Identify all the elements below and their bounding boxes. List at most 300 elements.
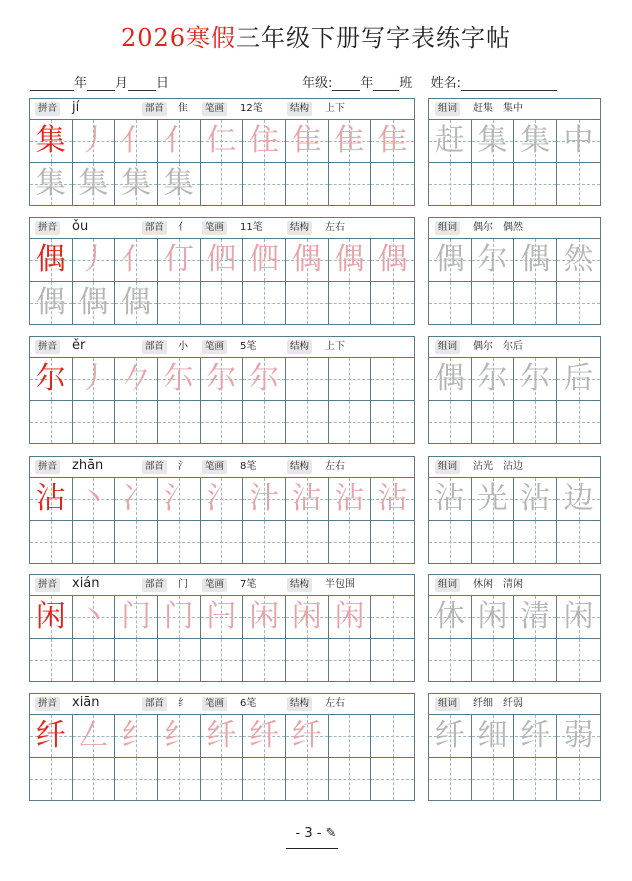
stroke-step: 纤 xyxy=(249,718,280,753)
writing-cell[interactable] xyxy=(201,715,244,757)
zuci-cell[interactable] xyxy=(472,715,515,757)
writing-cell[interactable] xyxy=(371,401,414,443)
writing-cell[interactable] xyxy=(30,521,73,563)
writing-cell[interactable] xyxy=(30,358,73,400)
class-blank[interactable] xyxy=(373,76,399,91)
stroke-step: 仁 xyxy=(206,123,237,158)
pinyin-label: 拼音 xyxy=(35,460,60,474)
writing-cell[interactable] xyxy=(371,758,414,800)
jiegou-label: 结构 xyxy=(287,460,312,474)
zuci-cell[interactable] xyxy=(515,120,558,162)
zuci-cell[interactable] xyxy=(557,596,600,638)
writing-cell[interactable] xyxy=(115,401,158,443)
writing-cell[interactable] xyxy=(73,401,116,443)
zuci-cell[interactable] xyxy=(557,521,600,563)
writing-cell[interactable] xyxy=(201,521,244,563)
stroke-step: 汁 xyxy=(249,481,280,516)
writing-cell[interactable] xyxy=(243,401,286,443)
bihua-label: 笔画 xyxy=(202,102,227,116)
bushou-label: 部首 xyxy=(142,340,167,354)
zuci-cell[interactable] xyxy=(557,358,600,400)
writing-cell[interactable] xyxy=(371,358,414,400)
stroke-step: 偶 xyxy=(377,242,408,277)
day-blank[interactable] xyxy=(128,76,156,91)
zuci-cell[interactable] xyxy=(429,358,472,400)
writing-cell[interactable] xyxy=(158,715,201,757)
writing-cell[interactable] xyxy=(158,596,201,638)
trace-char: 集 xyxy=(78,165,109,201)
writing-cell[interactable] xyxy=(243,478,286,520)
zuci-cell[interactable] xyxy=(472,596,515,638)
footer-underline xyxy=(286,848,338,849)
writing-cell[interactable] xyxy=(329,401,372,443)
zuci-cell[interactable] xyxy=(515,163,558,205)
writing-cell[interactable] xyxy=(286,639,329,681)
bushou-value: 隹 xyxy=(178,103,188,114)
jiegou-value: 半包围 xyxy=(325,579,355,590)
stroke-step: 尔 xyxy=(249,361,280,396)
zuci-trace-char: 闲 xyxy=(477,599,508,634)
zuci-cell[interactable] xyxy=(429,120,472,162)
zuci-header xyxy=(429,575,600,596)
zuci-cell[interactable] xyxy=(429,282,472,324)
zuci-trace-char: 沾 xyxy=(434,481,465,516)
zuci-cell[interactable] xyxy=(557,758,600,800)
name-label: 姓名: xyxy=(430,76,461,91)
stroke-step: 氵 xyxy=(206,481,237,516)
writing-cell[interactable] xyxy=(30,715,73,757)
zuci-cell[interactable] xyxy=(557,401,600,443)
writing-cell[interactable] xyxy=(329,758,372,800)
bihua-label: 笔画 xyxy=(202,221,227,235)
zuci-cell[interactable] xyxy=(515,596,558,638)
writing-cell[interactable] xyxy=(371,239,414,281)
zuci-cell[interactable] xyxy=(515,758,558,800)
zuci-cell[interactable] xyxy=(557,639,600,681)
writing-cell[interactable] xyxy=(371,715,414,757)
writing-cell[interactable] xyxy=(115,163,158,205)
writing-cell[interactable] xyxy=(329,239,372,281)
writing-cell[interactable] xyxy=(243,715,286,757)
char-info-header xyxy=(30,337,414,358)
writing-cell[interactable] xyxy=(73,478,116,520)
writing-cell[interactable] xyxy=(329,715,372,757)
zuci-block xyxy=(428,456,601,564)
writing-cell[interactable] xyxy=(286,401,329,443)
zuci-cell[interactable] xyxy=(472,163,515,205)
zuci-cell[interactable] xyxy=(557,163,600,205)
writing-cell[interactable] xyxy=(30,596,73,638)
bushou-value: 门 xyxy=(178,579,188,590)
zuci-header xyxy=(429,694,600,715)
pinyin-value: zhān xyxy=(72,458,104,473)
bihua-value: 12笔 xyxy=(240,103,263,114)
title-year: 2026 xyxy=(120,24,187,52)
writing-cell[interactable] xyxy=(73,521,116,563)
writing-cell[interactable] xyxy=(158,120,201,162)
stroke-step: 𠂊 xyxy=(121,361,152,396)
zuci-cell[interactable] xyxy=(429,596,472,638)
writing-cell[interactable] xyxy=(371,521,414,563)
zuci-label: 组词 xyxy=(435,102,460,116)
writing-cell[interactable] xyxy=(115,120,158,162)
stroke-step: 冫 xyxy=(121,481,152,516)
row-divider xyxy=(30,757,414,758)
zuci-cell[interactable] xyxy=(515,639,558,681)
writing-cell[interactable] xyxy=(115,758,158,800)
writing-cell[interactable] xyxy=(158,478,201,520)
grade-nian: 年 xyxy=(360,76,374,91)
jiegou-value: 左右 xyxy=(325,698,345,709)
writing-cell[interactable] xyxy=(115,282,158,324)
zuci-cell[interactable] xyxy=(472,639,515,681)
writing-cell[interactable] xyxy=(115,358,158,400)
writing-cell[interactable] xyxy=(73,120,116,162)
stroke-step: 隹 xyxy=(291,123,322,158)
writing-cell[interactable] xyxy=(243,639,286,681)
zuci-trace-char: 偶 xyxy=(434,242,465,277)
stroke-step: 丶 xyxy=(78,481,109,516)
writing-cell[interactable] xyxy=(30,401,73,443)
writing-cell[interactable] xyxy=(243,282,286,324)
writing-cell[interactable] xyxy=(73,596,116,638)
jiegou-value: 左右 xyxy=(325,461,345,472)
writing-cell[interactable] xyxy=(329,120,372,162)
month-blank[interactable] xyxy=(87,76,115,91)
writing-cell[interactable] xyxy=(286,239,329,281)
trace-char: 偶 xyxy=(78,284,109,320)
model-char: 偶 xyxy=(35,242,66,277)
bushou-label: 部首 xyxy=(142,697,167,711)
stroke-step: 伵 xyxy=(206,242,237,277)
writing-cell[interactable] xyxy=(30,758,73,800)
zuci-label: 组词 xyxy=(435,578,460,592)
char-info-header xyxy=(30,457,414,478)
writing-cell[interactable] xyxy=(201,163,244,205)
zuci-cell[interactable] xyxy=(429,715,472,757)
model-char: 沾 xyxy=(35,481,66,516)
writing-cell[interactable] xyxy=(243,239,286,281)
zuci-label: 组词 xyxy=(435,460,460,474)
zuci-words: 沾光 沾边 xyxy=(473,461,523,472)
writing-cell[interactable] xyxy=(201,358,244,400)
writing-cell[interactable] xyxy=(371,120,414,162)
writing-cell[interactable] xyxy=(243,358,286,400)
grade-blank[interactable] xyxy=(332,76,360,91)
writing-cell[interactable] xyxy=(286,758,329,800)
zuci-cell[interactable] xyxy=(472,239,515,281)
zuci-cell[interactable] xyxy=(515,521,558,563)
zuci-cell[interactable] xyxy=(515,715,558,757)
writing-cell[interactable] xyxy=(243,521,286,563)
pinyin-value: xián xyxy=(72,576,100,591)
writing-cell[interactable] xyxy=(73,239,116,281)
row-divider xyxy=(429,520,600,521)
model-char: 闲 xyxy=(35,599,66,634)
pinyin-label: 拼音 xyxy=(35,697,60,711)
bihua-value: 6笔 xyxy=(240,698,257,709)
bihua-label: 笔画 xyxy=(202,578,227,592)
writing-cell[interactable] xyxy=(158,358,201,400)
bushou-value: 氵 xyxy=(178,461,188,472)
writing-cell[interactable] xyxy=(73,639,116,681)
zuci-header xyxy=(429,457,600,478)
char-info-header xyxy=(30,575,414,596)
bihua-label: 笔画 xyxy=(202,697,227,711)
zuci-cell[interactable] xyxy=(557,282,600,324)
jiegou-label: 结构 xyxy=(287,102,312,116)
stroke-step: 闲 xyxy=(334,599,365,634)
bushou-label: 部首 xyxy=(142,460,167,474)
writing-cell[interactable] xyxy=(30,163,73,205)
stroke-step: 氵 xyxy=(163,481,194,516)
zuci-cell[interactable] xyxy=(429,401,472,443)
name-blank[interactable] xyxy=(461,76,557,91)
zuci-cell[interactable] xyxy=(515,478,558,520)
zuci-cell[interactable] xyxy=(429,478,472,520)
zuci-cell[interactable] xyxy=(429,758,472,800)
zuci-words: 偶尔 尔后 xyxy=(473,341,523,352)
bushou-label: 部首 xyxy=(142,102,167,116)
zuci-block xyxy=(428,574,601,682)
writing-cell[interactable] xyxy=(158,163,201,205)
zuci-trace-char: 纤 xyxy=(434,718,465,753)
writing-cell[interactable] xyxy=(201,639,244,681)
zuci-cell[interactable] xyxy=(515,239,558,281)
info-line xyxy=(30,72,596,90)
writing-cell[interactable] xyxy=(329,282,372,324)
zuci-trace-char: 清 xyxy=(520,599,551,634)
row-divider xyxy=(429,400,600,401)
writing-cell[interactable] xyxy=(371,596,414,638)
writing-cell[interactable] xyxy=(243,120,286,162)
writing-cell[interactable] xyxy=(158,758,201,800)
writing-cell[interactable] xyxy=(201,478,244,520)
stroke-step: 𠃋 xyxy=(78,718,109,753)
writing-cell[interactable] xyxy=(30,282,73,324)
zuci-cell[interactable] xyxy=(429,521,472,563)
row-divider xyxy=(30,520,414,521)
writing-cell[interactable] xyxy=(73,715,116,757)
bushou-value: 亻 xyxy=(178,222,188,233)
writing-cell[interactable] xyxy=(158,282,201,324)
stroke-step: 门 xyxy=(163,599,194,634)
writing-cell[interactable] xyxy=(158,521,201,563)
stroke-step: 纤 xyxy=(206,718,237,753)
bihua-label: 笔画 xyxy=(202,460,227,474)
zuci-trace-char: 弱 xyxy=(563,718,594,753)
writing-cell[interactable] xyxy=(201,120,244,162)
zuci-cell[interactable] xyxy=(557,120,600,162)
pinyin-label: 拼音 xyxy=(35,102,60,116)
writing-cell[interactable] xyxy=(115,715,158,757)
char-info-header xyxy=(30,99,414,120)
jiegou-label: 结构 xyxy=(287,697,312,711)
zuci-label: 组词 xyxy=(435,221,460,235)
zuci-cell[interactable] xyxy=(557,478,600,520)
year-blank[interactable] xyxy=(30,76,74,91)
zuci-block xyxy=(428,217,601,325)
writing-cell[interactable] xyxy=(201,401,244,443)
stroke-step: 纤 xyxy=(291,718,322,753)
model-char: 尔 xyxy=(35,361,66,396)
practice-block xyxy=(29,456,415,564)
zuci-header xyxy=(429,99,600,120)
writing-cell[interactable] xyxy=(286,163,329,205)
zuci-trace-char: 纤 xyxy=(520,718,551,753)
jiegou-label: 结构 xyxy=(287,221,312,235)
zuci-cell[interactable] xyxy=(472,478,515,520)
writing-cell[interactable] xyxy=(158,639,201,681)
stroke-step: 偶 xyxy=(334,242,365,277)
jiegou-value: 上下 xyxy=(325,103,345,114)
zuci-words: 赶集 集中 xyxy=(473,103,523,114)
stroke-step: 偶 xyxy=(291,242,322,277)
writing-cell[interactable] xyxy=(158,239,201,281)
stroke-step: 沾 xyxy=(377,481,408,516)
zuci-trace-char: 边 xyxy=(563,481,594,516)
writing-cell[interactable] xyxy=(371,282,414,324)
row-divider xyxy=(429,162,600,163)
pinyin-label: 拼音 xyxy=(35,340,60,354)
zuci-cell[interactable] xyxy=(515,282,558,324)
writing-cell[interactable] xyxy=(286,596,329,638)
practice-block xyxy=(29,574,415,682)
jiegou-value: 上下 xyxy=(325,341,345,352)
zuci-cell[interactable] xyxy=(472,401,515,443)
writing-cell[interactable] xyxy=(286,358,329,400)
zuci-cell[interactable] xyxy=(472,282,515,324)
jiegou-value: 左右 xyxy=(325,222,345,233)
writing-cell[interactable] xyxy=(286,478,329,520)
writing-cell[interactable] xyxy=(30,639,73,681)
writing-cell[interactable] xyxy=(158,401,201,443)
stroke-step: 沾 xyxy=(291,481,322,516)
zuci-cell[interactable] xyxy=(515,401,558,443)
row-divider xyxy=(429,757,600,758)
zuci-cell[interactable] xyxy=(472,358,515,400)
writing-cell[interactable] xyxy=(115,239,158,281)
writing-cell[interactable] xyxy=(73,163,116,205)
zuci-trace-char: 细 xyxy=(477,718,508,753)
zuci-trace-char: 集 xyxy=(520,123,551,158)
zuci-words: 偶尔 偶然 xyxy=(473,222,523,233)
writing-cell[interactable] xyxy=(286,715,329,757)
writing-cell[interactable] xyxy=(201,596,244,638)
writing-cell[interactable] xyxy=(30,120,73,162)
zuci-cell[interactable] xyxy=(429,239,472,281)
writing-cell[interactable] xyxy=(73,358,116,400)
zuci-cell[interactable] xyxy=(472,120,515,162)
stroke-step: 仃 xyxy=(163,242,194,277)
bushou-value: 小 xyxy=(178,341,188,352)
zuci-trace-char: 闲 xyxy=(563,599,594,634)
pinyin-value: ěr xyxy=(72,338,86,353)
zuci-trace-char: 偶 xyxy=(434,361,465,396)
zuci-trace-char: 赶 xyxy=(434,123,465,158)
writing-cell[interactable] xyxy=(30,239,73,281)
writing-cell[interactable] xyxy=(329,358,372,400)
bihua-label: 笔画 xyxy=(202,340,227,354)
writing-cell[interactable] xyxy=(243,596,286,638)
stroke-step: 亻 xyxy=(163,123,194,158)
writing-cell[interactable] xyxy=(115,596,158,638)
writing-cell[interactable] xyxy=(329,639,372,681)
month-label: 月 xyxy=(115,76,129,91)
writing-cell[interactable] xyxy=(201,239,244,281)
stroke-step: 丿 xyxy=(78,123,109,158)
writing-cell[interactable] xyxy=(115,521,158,563)
writing-cell[interactable] xyxy=(371,478,414,520)
zuci-trace-char: 休 xyxy=(434,599,465,634)
writing-cell[interactable] xyxy=(329,478,372,520)
zuci-block xyxy=(428,98,601,206)
writing-cell[interactable] xyxy=(201,282,244,324)
zuci-cell[interactable] xyxy=(557,715,600,757)
trace-char: 偶 xyxy=(35,284,66,320)
trace-char: 集 xyxy=(35,165,66,201)
bushou-label: 部首 xyxy=(142,221,167,235)
zuci-trace-char: 尔 xyxy=(477,361,508,396)
writing-cell[interactable] xyxy=(73,282,116,324)
writing-cell[interactable] xyxy=(286,120,329,162)
zuci-trace-char: 后 xyxy=(563,361,594,396)
stroke-step: 住 xyxy=(249,123,280,158)
writing-cell[interactable] xyxy=(286,282,329,324)
stroke-step: 沾 xyxy=(334,481,365,516)
writing-cell[interactable] xyxy=(30,478,73,520)
zuci-cell[interactable] xyxy=(429,639,472,681)
practice-block xyxy=(29,693,415,801)
stroke-step: 亻 xyxy=(121,123,152,158)
zuci-trace-char: 中 xyxy=(563,123,594,158)
zuci-cell[interactable] xyxy=(515,358,558,400)
class-label: 班 xyxy=(399,76,413,91)
zuci-cell[interactable] xyxy=(472,521,515,563)
zuci-cell[interactable] xyxy=(429,163,472,205)
row-divider xyxy=(429,281,600,282)
char-info-header xyxy=(30,694,414,715)
writing-cell[interactable] xyxy=(73,758,116,800)
page-footer xyxy=(0,826,632,841)
writing-cell[interactable] xyxy=(115,639,158,681)
zuci-words: 纤细 纤弱 xyxy=(473,698,523,709)
writing-cell[interactable] xyxy=(243,758,286,800)
writing-cell[interactable] xyxy=(371,639,414,681)
trace-char: 集 xyxy=(121,165,152,201)
row-divider xyxy=(30,638,414,639)
writing-cell[interactable] xyxy=(371,163,414,205)
stroke-step: 闲 xyxy=(291,599,322,634)
stroke-step: 隹 xyxy=(334,123,365,158)
zuci-trace-char: 光 xyxy=(477,481,508,516)
title-red-word: 寒假 xyxy=(186,24,237,52)
writing-cell[interactable] xyxy=(286,521,329,563)
writing-cell[interactable] xyxy=(115,478,158,520)
writing-cell[interactable] xyxy=(329,163,372,205)
writing-cell[interactable] xyxy=(243,163,286,205)
row-divider xyxy=(30,400,414,401)
writing-cell[interactable] xyxy=(329,521,372,563)
writing-cell[interactable] xyxy=(201,758,244,800)
writing-cell[interactable] xyxy=(329,596,372,638)
zuci-cell[interactable] xyxy=(472,758,515,800)
zuci-cell[interactable] xyxy=(557,239,600,281)
jiegou-label: 结构 xyxy=(287,340,312,354)
stroke-step: 闲 xyxy=(249,599,280,634)
zuci-trace-char: 偶 xyxy=(520,242,551,277)
zuci-trace-char: 沾 xyxy=(520,481,551,516)
